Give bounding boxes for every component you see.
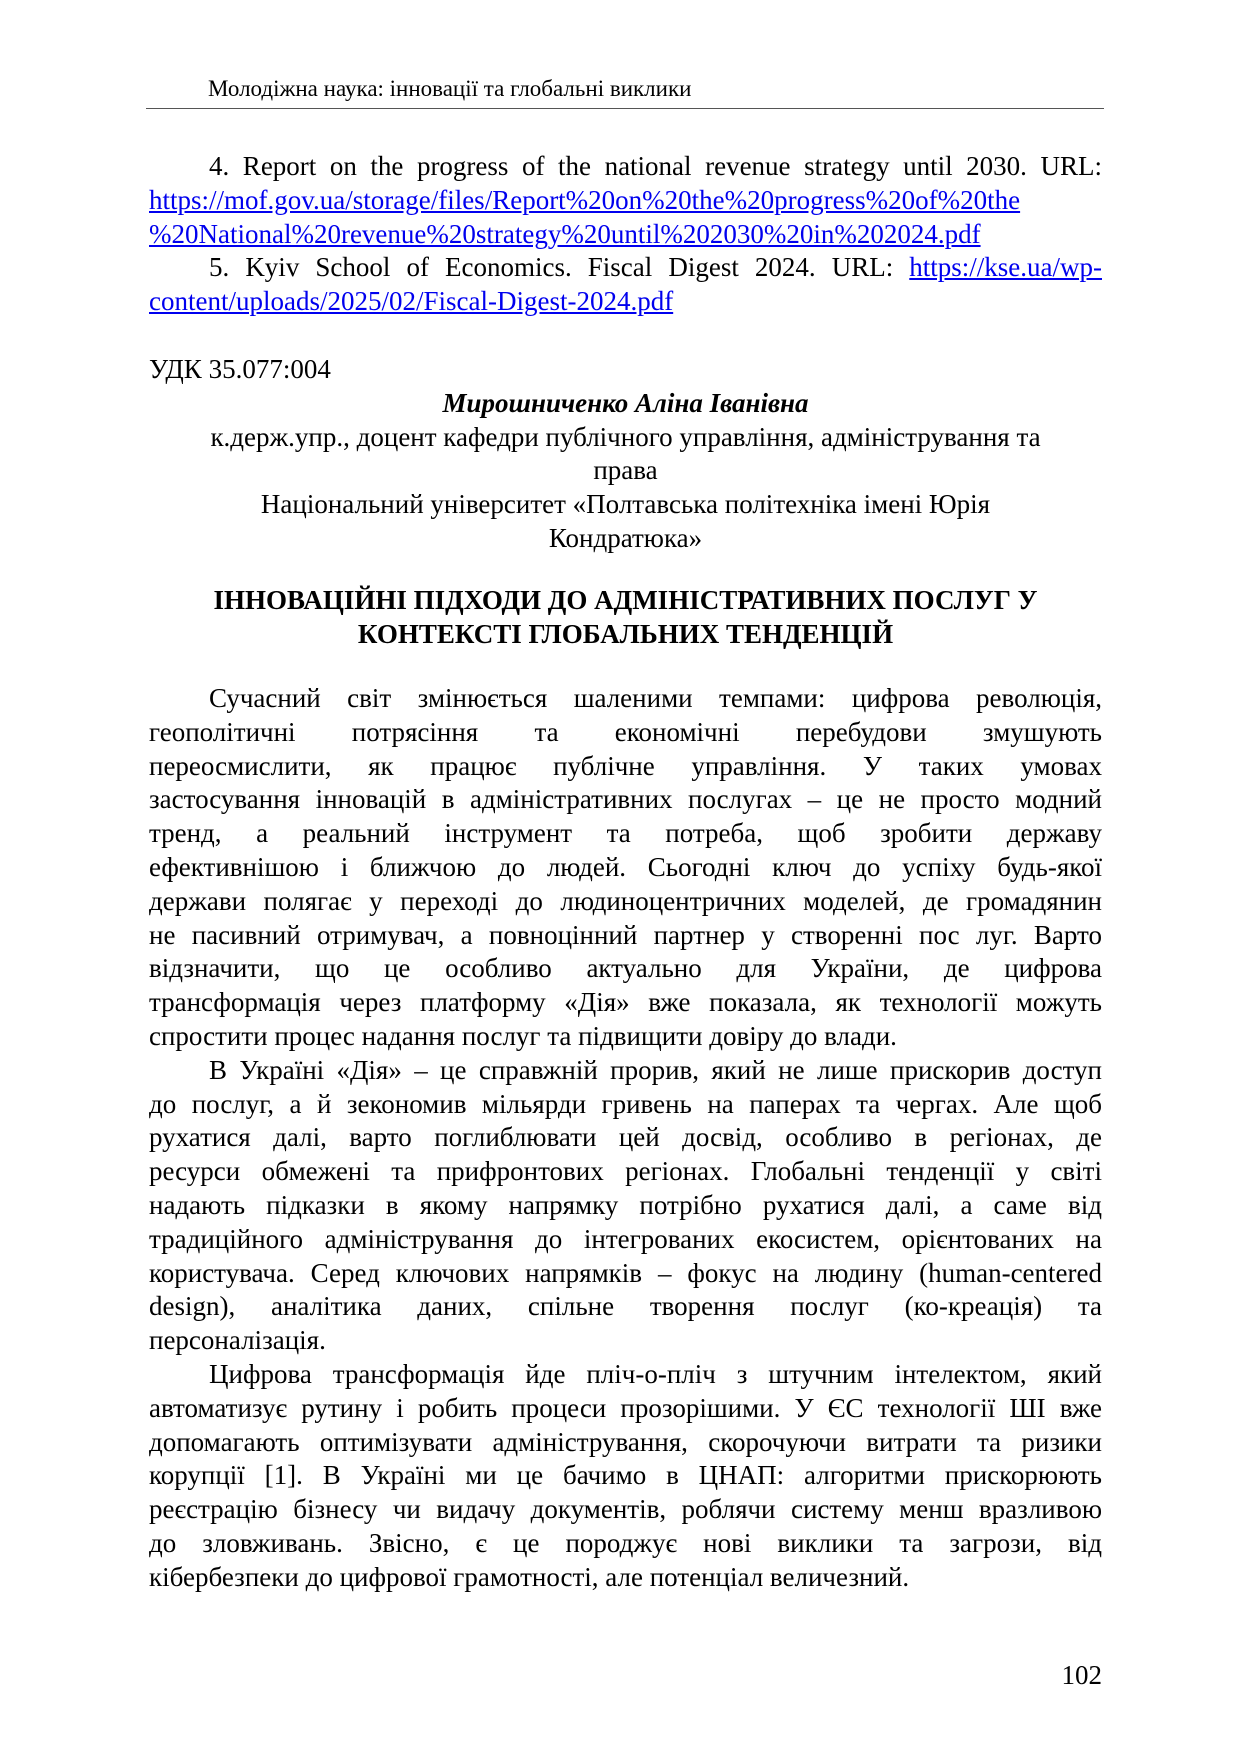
paragraph-line: кібербезпеки до цифрової грамотності, але потенціал величезний. [149, 1561, 910, 1592]
paragraph-line: переосмислити, як працює публічне управління. У таких умовах [149, 750, 1102, 781]
article-title [149, 584, 1102, 652]
author-name: Мирошниченко Аліна Іванівна [442, 387, 809, 418]
paragraph-line: В Україні «Дія» – це справжній прорив, який не лише прискорив доступ [209, 1054, 1102, 1085]
reference-4: 4. Report on the progress of the national revenue strategy until 2030. URL: [209, 151, 1102, 181]
paragraph-line: реєстрацію бізнесу чи видачу документів, роблячи систему менш вразливою [149, 1494, 1102, 1525]
reference-5-link[interactable]: https://kse.ua/wp- [909, 252, 1102, 283]
article-body [149, 682, 1102, 1595]
affiliation-line: Національний університет «Полтавська політехніка імені Юрія [260, 489, 991, 520]
paragraph-line: не пасивний отримувач, а повноцінний партнер у створенні пос луг. Варто [149, 919, 1102, 950]
affiliation-line: к.держ.упр., доцент кафедри публічного управління, адміністрування та [210, 421, 1041, 452]
paragraph-line: корупції [1]. В Україні ми це бачимо в ЦНАП: алгоритми прискорюють [149, 1460, 1102, 1491]
article-header [149, 353, 1102, 556]
paragraph [149, 682, 1102, 1054]
paragraph-line: спростити процес надання послуг та підвищити довіру до влади. [149, 1020, 897, 1051]
header-divider [146, 108, 1104, 109]
reference-4-link-cont[interactable]: %20National%20revenue%20strategy%20until%202030%20in%202024.pdf [149, 218, 981, 249]
reference-5-link-cont[interactable]: content/uploads/2025/02/Fiscal-Digest-2024.pdf [149, 286, 674, 317]
paragraph-line: ресурси обмежені та прифронтових регіонах. Глобальні тенденції у світі [149, 1156, 1102, 1187]
paragraph-line: автоматизує рутину і робить процеси прозорішими. У ЄС технології ШІ вже [149, 1392, 1102, 1423]
paragraph-line: design), аналітика даних, спільне творення послуг (ко-креація) та [149, 1291, 1102, 1322]
udc-code: УДК 35.077:004 [149, 354, 331, 384]
paragraph-line: Цифрова трансформація йде пліч-о-пліч з штучним інтелектом, який [209, 1358, 1102, 1389]
paragraph-line: геополітичні потрясіння та економічні перебудови змушують [149, 716, 1102, 747]
paragraph-line: традиційного адміністрування до інтегрованих екосистем, орієнтованих на [149, 1223, 1102, 1254]
paragraph-line: до зловживань. Звісно, є це породжує нові виклики та загрози, від [149, 1527, 1102, 1558]
running-header: Молодіжна наука: інновації та глобальні виклики [208, 76, 692, 101]
reference-5-text: 5. Kyiv School of Economics. Fiscal Digest 2024. URL: [209, 252, 910, 283]
paragraph-line: ефективнішою і ближчою до людей. Сьогодні ключ до успіху будь-якої [149, 851, 1102, 882]
paragraph [149, 1358, 1102, 1595]
affiliation-line: Кондратюка» [548, 522, 703, 553]
paragraph-line: тренд, а реальний інструмент та потреба, щоб зробити державу [149, 818, 1102, 849]
paragraph-line: допомагають оптимізувати адміністрування, скорочуючи витрати та ризики [149, 1426, 1102, 1457]
references-list [149, 150, 1102, 319]
paragraph-line: застосування інновацій в адміністративних послугах – це не просто модний [149, 784, 1102, 815]
paragraph-line: рухатися далі, варто поглиблювати цей досвід, особливо в регіонах, де [149, 1122, 1102, 1153]
reference-5 [149, 251, 1102, 285]
paragraph-line: користувача. Серед ключових напрямків – фокус на людину (human-centered [149, 1257, 1102, 1288]
paragraph [149, 1054, 1102, 1358]
paragraph-line: надають підказки в якому напрямку потрібно рухатися далі, а саме від [149, 1189, 1102, 1220]
title-line: ІННОВАЦІЙНІ ПІДХОДИ ДО АДМІНІСТРАТИВНИХ ПОСЛУГ У [213, 585, 1038, 615]
paragraph-line: держави полягає у переході до людиноцентричних моделей, де громадянин [149, 885, 1102, 916]
page-number: 102 [1061, 1660, 1102, 1690]
paragraph-line: до послуг, а й зекономив мільярди гривень на паперах та чергах. Але щоб [149, 1088, 1102, 1119]
title-line: КОНТЕКСТІ ГЛОБАЛЬНИХ ТЕНДЕНЦІЙ [357, 618, 894, 649]
paragraph-line: трансформація через платформу «Дія» вже показала, як технології можуть [149, 987, 1102, 1018]
affiliation-line: права [593, 455, 658, 486]
reference-4-link[interactable]: https://mof.gov.ua/storage/files/Report%20on%20the%20progress%20of%20the [149, 184, 1021, 215]
paragraph-line: відзначити, що це особливо актуально для України, де цифрова [149, 953, 1102, 984]
paragraph-line: Сучасний світ змінюється шаленими темпами: цифрова революція, [209, 683, 1102, 713]
paragraph-line: персоналізація. [149, 1325, 326, 1356]
